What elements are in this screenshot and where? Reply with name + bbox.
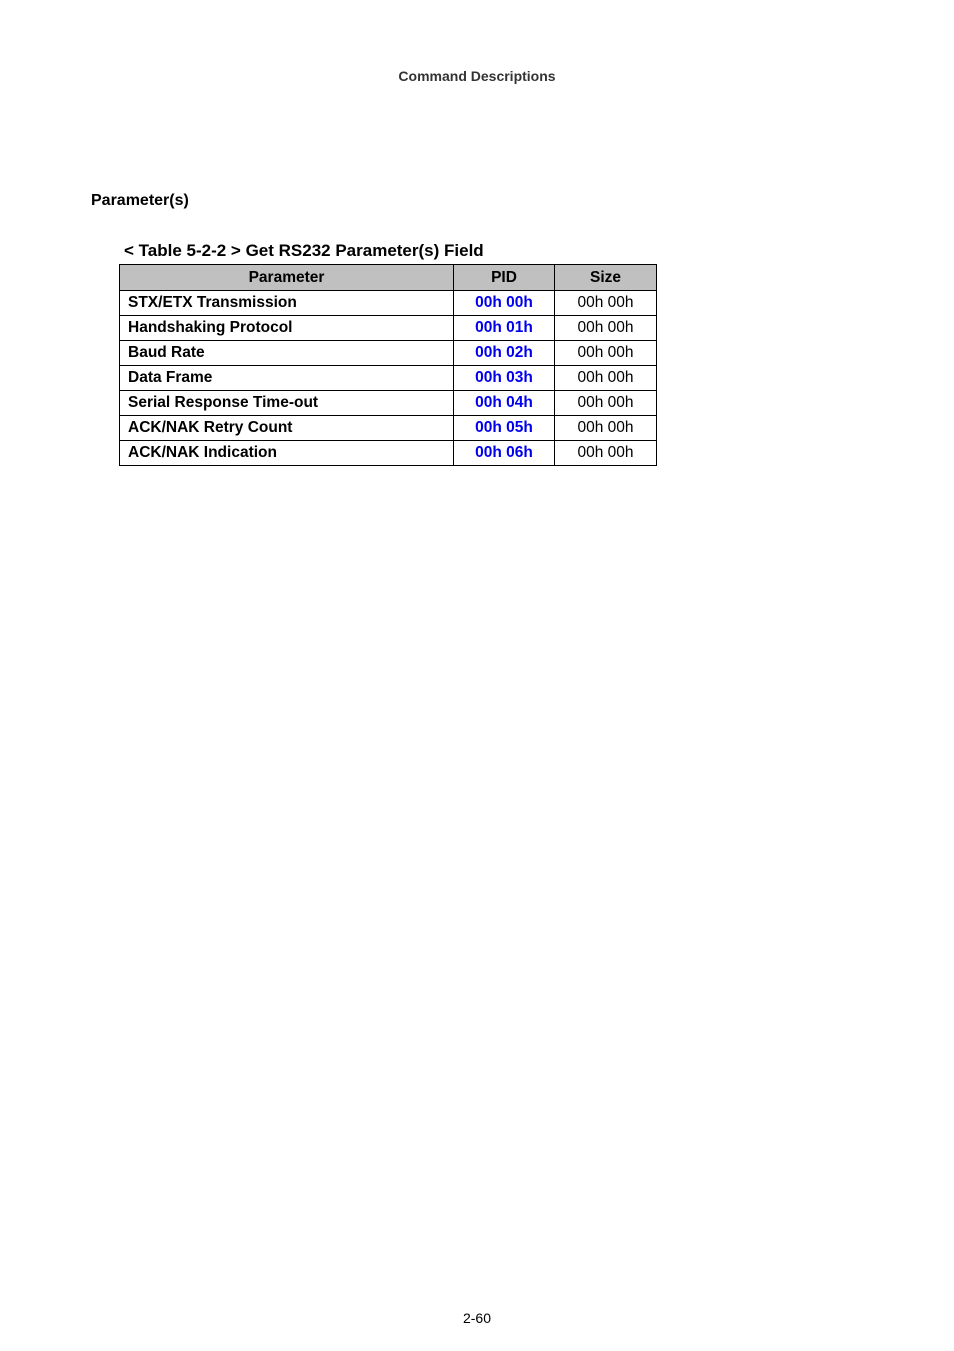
table-row bbox=[120, 341, 657, 366]
table-row bbox=[120, 291, 657, 316]
pid-cell: 00h 00h bbox=[454, 291, 555, 316]
parameter-cell: STX/ETX Transmission bbox=[120, 291, 454, 316]
pid-cell: 00h 01h bbox=[454, 316, 555, 341]
column-header-pid: PID bbox=[454, 265, 555, 291]
parameter-cell: Serial Response Time-out bbox=[120, 391, 454, 416]
parameter-cell: Handshaking Protocol bbox=[120, 316, 454, 341]
size-cell: 00h 00h bbox=[555, 366, 657, 391]
pid-cell: 00h 06h bbox=[454, 441, 555, 466]
table-row bbox=[120, 316, 657, 341]
pid-cell: 00h 05h bbox=[454, 416, 555, 441]
pid-cell: 00h 03h bbox=[454, 366, 555, 391]
parameter-cell: ACK/NAK Indication bbox=[120, 441, 454, 466]
pid-cell: 00h 04h bbox=[454, 391, 555, 416]
pid-cell: 00h 02h bbox=[454, 341, 555, 366]
table-row bbox=[120, 391, 657, 416]
parameter-cell: ACK/NAK Retry Count bbox=[120, 416, 454, 441]
size-cell: 00h 00h bbox=[555, 316, 657, 341]
size-cell: 00h 00h bbox=[555, 391, 657, 416]
table-row bbox=[120, 366, 657, 391]
table-caption: < Table 5-2-2 > Get RS232 Parameter(s) Field bbox=[124, 241, 484, 260]
table-row bbox=[120, 441, 657, 466]
size-cell: 00h 00h bbox=[555, 291, 657, 316]
page-number: 2-60 bbox=[462, 1310, 492, 1326]
section-heading: Parameter(s) bbox=[91, 192, 189, 209]
table-row bbox=[120, 416, 657, 441]
size-cell: 00h 00h bbox=[555, 416, 657, 441]
column-header-parameter: Parameter bbox=[120, 265, 454, 291]
table-header-row bbox=[120, 265, 657, 291]
parameters-table bbox=[119, 264, 657, 466]
size-cell: 00h 00h bbox=[555, 341, 657, 366]
size-cell: 00h 00h bbox=[555, 441, 657, 466]
running-header: Command Descriptions bbox=[398, 68, 556, 84]
column-header-size: Size bbox=[555, 265, 657, 291]
parameter-cell: Baud Rate bbox=[120, 341, 454, 366]
parameter-cell: Data Frame bbox=[120, 366, 454, 391]
